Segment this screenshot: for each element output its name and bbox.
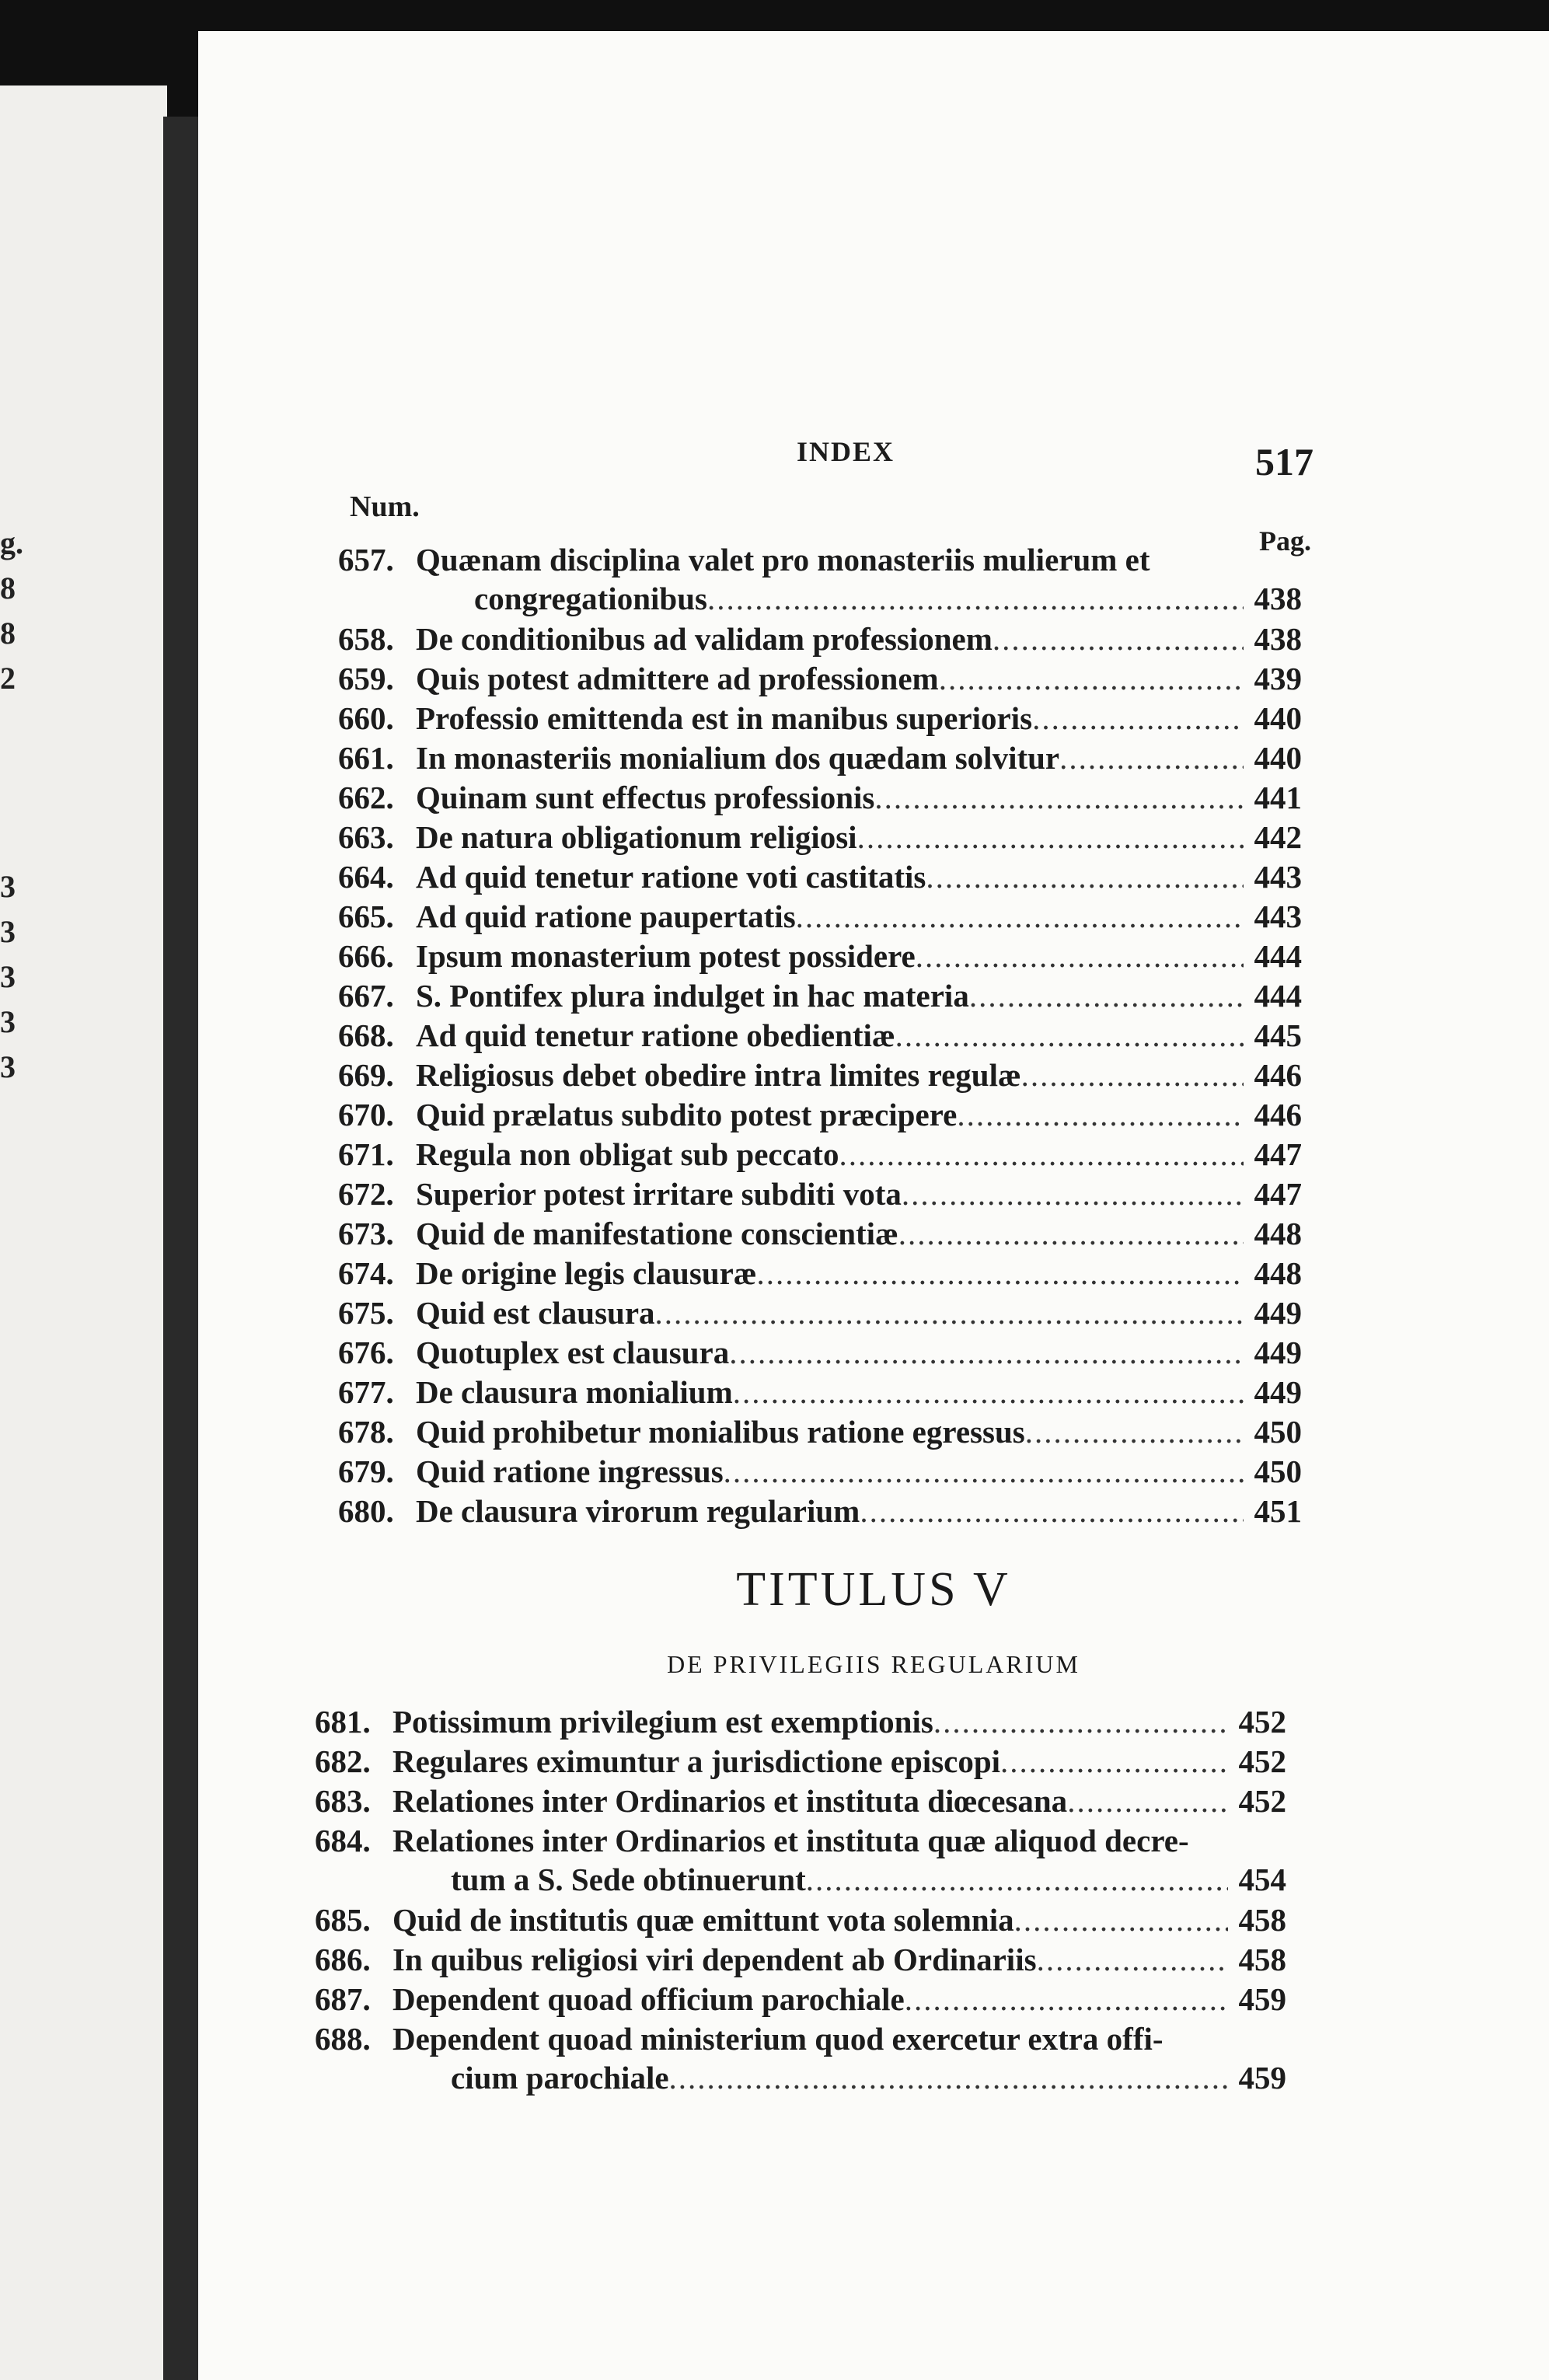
dot-leader <box>1067 1782 1227 1820</box>
entry-line-continuation <box>474 579 1302 618</box>
entry-title: De clausura monialium <box>416 1374 733 1410</box>
margin-fragment: g. <box>0 525 23 560</box>
entry-number: 673. <box>338 1216 394 1251</box>
index-entry <box>338 976 1302 1016</box>
entry-line <box>416 897 1302 936</box>
margin-fragment: 2 <box>0 661 16 696</box>
entry-number: 688. <box>315 2021 371 2057</box>
margin-fragment: 8 <box>0 571 16 605</box>
entry-number: 682. <box>315 1743 371 1779</box>
page-number: 517 <box>1255 440 1314 483</box>
dot-leader <box>1037 1940 1228 1979</box>
margin-fragment: 3 <box>0 959 16 994</box>
entry-page-number: 449 <box>1254 1374 1302 1410</box>
entry-line <box>416 818 1302 857</box>
margin-spacer <box>0 701 23 864</box>
entry-line <box>392 2019 1286 2058</box>
entry-title-continuation: congregationibus <box>474 581 707 616</box>
entry-page-number: 446 <box>1254 1097 1302 1132</box>
entry-number: 662. <box>338 780 394 815</box>
entry-page-number: 443 <box>1254 899 1302 934</box>
entry-line <box>416 857 1302 896</box>
entry-line <box>416 1293 1302 1332</box>
entry-number: 669. <box>338 1057 394 1093</box>
entry-title: Quænam disciplina valet pro monasteriis mulierum et <box>416 542 1150 578</box>
index-entry <box>338 1254 1302 1293</box>
entry-title-continuation: cium parochiale <box>451 2060 669 2096</box>
dot-leader <box>733 1373 1244 1412</box>
previous-page-margin-text <box>0 521 23 1090</box>
dot-leader <box>926 857 1243 896</box>
entry-number: 666. <box>338 938 394 974</box>
entry-title-continuation: tum a S. Sede obtinuerunt <box>451 1862 806 1897</box>
dot-leader <box>905 1980 1228 2019</box>
entry-number: 687. <box>315 1981 371 2017</box>
entry-page-number: 440 <box>1254 700 1302 736</box>
entry-number: 677. <box>338 1374 394 1410</box>
entry-number: 663. <box>338 819 394 855</box>
entry-line <box>416 1254 1302 1293</box>
index-entry <box>338 1412 1302 1452</box>
index-entry <box>315 1940 1286 1980</box>
entry-page-number: 441 <box>1254 780 1302 815</box>
entry-title: Ipsum monasterium potest possidere <box>416 938 916 974</box>
entry-title: Quid de institutis quæ emittunt vota solemnia <box>392 1902 1014 1938</box>
entry-page-number: 452 <box>1238 1783 1286 1819</box>
entry-number: 660. <box>338 700 394 736</box>
entry-title: Quinam sunt effectus professionis <box>416 780 875 815</box>
margin-fragment: 3 <box>0 914 16 949</box>
entry-title: Quid de manifestatione conscientiæ <box>416 1216 898 1251</box>
dot-leader <box>1021 1056 1244 1094</box>
entry-title: Ad quid tenetur ratione voti castitatis <box>416 859 926 895</box>
index-entry <box>338 1095 1302 1135</box>
dot-leader <box>655 1293 1244 1332</box>
entry-page-number: 448 <box>1254 1255 1302 1291</box>
dot-leader <box>1032 699 1243 738</box>
entry-number: 672. <box>338 1176 394 1212</box>
dot-leader <box>898 1214 1244 1253</box>
index-entry <box>315 1980 1286 2019</box>
entry-title: Superior potest irritare subditi vota <box>416 1176 902 1212</box>
index-entry <box>338 937 1302 976</box>
entry-page-number: 447 <box>1254 1136 1302 1172</box>
entry-title: De clausura virorum regularium <box>416 1493 860 1529</box>
entry-number: 668. <box>338 1017 394 1053</box>
entry-number: 681. <box>315 1704 371 1740</box>
index-entry <box>338 1016 1302 1056</box>
entry-number: 670. <box>338 1097 394 1132</box>
entry-line <box>416 659 1302 698</box>
dot-leader <box>902 1174 1244 1213</box>
entry-number: 658. <box>338 621 394 657</box>
index-entry <box>338 540 1302 619</box>
index-entry <box>338 1452 1302 1492</box>
dot-leader <box>756 1254 1243 1293</box>
entry-page-number: 459 <box>1238 2060 1286 2096</box>
entry-page-number: 447 <box>1254 1176 1302 1212</box>
dot-leader <box>707 579 1244 618</box>
entry-page-number: 446 <box>1254 1057 1302 1093</box>
dot-leader <box>874 778 1243 817</box>
entry-line <box>416 976 1302 1015</box>
section-subtitle: DE PRIVILEGIIS REGULARIUM <box>667 1650 1080 1678</box>
entry-line <box>416 937 1302 975</box>
dot-leader <box>729 1333 1243 1372</box>
entry-number: 674. <box>338 1255 394 1291</box>
dot-leader <box>933 1702 1228 1741</box>
index-entry <box>338 1373 1302 1412</box>
column-headers <box>198 490 1549 557</box>
entry-page-number: 459 <box>1238 1981 1286 2017</box>
entry-line-continuation <box>451 2058 1286 2097</box>
entry-number: 680. <box>338 1493 394 1529</box>
entry-title: S. Pontifex plura indulget in hac materia <box>416 978 969 1014</box>
entry-page-number: 439 <box>1254 661 1302 696</box>
entry-title: Relationes inter Ordinarios et instituta diœcesana <box>392 1783 1068 1819</box>
entry-page-number: 450 <box>1254 1414 1302 1450</box>
entry-line <box>416 1016 1302 1055</box>
entry-title: De origine legis clausuræ <box>416 1255 757 1291</box>
entry-page-number: 444 <box>1254 978 1302 1014</box>
entry-title: Quid prohibetur monialibus ratione egressus <box>416 1414 1025 1450</box>
index-entry <box>315 2019 1286 2099</box>
entry-number: 683. <box>315 1783 371 1819</box>
entry-line <box>416 1214 1302 1253</box>
entry-number: 679. <box>338 1453 394 1489</box>
entry-line <box>416 1174 1302 1213</box>
entry-title: Quotuplex est clausura <box>416 1335 730 1370</box>
margin-fragment: 3 <box>0 1049 16 1084</box>
index-entry <box>338 1293 1302 1333</box>
entry-title: In monasteriis monialium dos quædam solvitur <box>416 740 1060 776</box>
dot-leader <box>1059 738 1243 777</box>
entry-title: Quis potest admittere ad professionem <box>416 661 939 696</box>
entry-line <box>416 540 1302 579</box>
entry-number: 657. <box>338 542 394 578</box>
entry-title: Regulares eximuntur a jurisdictione episcopi <box>392 1743 1001 1779</box>
running-head <box>198 412 1549 483</box>
entry-title: De conditionibus ad validam professionem <box>416 621 993 657</box>
entry-number: 667. <box>338 978 394 1014</box>
index-entry <box>315 1821 1286 1900</box>
entry-line <box>392 1821 1286 1860</box>
entry-page-number: 458 <box>1238 1902 1286 1938</box>
entry-page-number: 449 <box>1254 1295 1302 1331</box>
dot-leader <box>839 1135 1243 1174</box>
index-entry <box>338 659 1302 699</box>
entry-line-continuation <box>451 1860 1286 1899</box>
entry-line <box>416 1452 1302 1491</box>
dot-leader <box>916 937 1244 975</box>
entry-page-number: 454 <box>1238 1862 1286 1897</box>
entry-line <box>392 1782 1286 1820</box>
entry-page-number: 444 <box>1254 938 1302 974</box>
section-title: TITULUS V <box>736 1563 1011 1616</box>
entry-line <box>416 619 1302 658</box>
index-entry <box>315 1742 1286 1782</box>
dot-leader <box>939 659 1244 698</box>
entry-line <box>392 1702 1286 1741</box>
dot-leader <box>669 2058 1228 2097</box>
index-entry <box>338 818 1302 857</box>
num-column-label: Num. <box>350 490 420 523</box>
entry-number: 659. <box>338 661 394 696</box>
entry-title: Regula non obligat sub peccato <box>416 1136 839 1172</box>
pag-column-label: Pag. <box>1259 525 1311 557</box>
entry-page-number: 449 <box>1254 1335 1302 1370</box>
entry-number: 686. <box>315 1942 371 1977</box>
index-entry <box>338 738 1302 778</box>
index-entry <box>338 699 1302 738</box>
entry-title: Professio emittenda est in manibus superioris <box>416 700 1033 736</box>
index-entry <box>315 1782 1286 1821</box>
dot-leader <box>1014 1900 1228 1939</box>
previous-page-edge <box>0 85 167 2380</box>
entry-page-number: 445 <box>1254 1017 1302 1053</box>
entry-number: 678. <box>338 1414 394 1450</box>
entry-title: Quid prælatus subdito potest præcipere <box>416 1097 958 1132</box>
index-entry <box>315 1702 1286 1742</box>
entry-page-number: 448 <box>1254 1216 1302 1251</box>
entry-title: Relationes inter Ordinarios et instituta quæ aliquod decre- <box>392 1823 1189 1858</box>
entry-line <box>416 738 1302 777</box>
dot-leader <box>796 897 1244 936</box>
entry-title: Potissimum privilegium est exemptionis <box>392 1704 933 1740</box>
entry-line <box>416 1412 1302 1451</box>
entry-number: 661. <box>338 740 394 776</box>
entry-page-number: 438 <box>1254 581 1302 616</box>
entry-title: Quid est clausura <box>416 1295 655 1331</box>
entry-page-number: 452 <box>1238 1704 1286 1740</box>
entry-number: 675. <box>338 1295 394 1331</box>
entry-page-number: 458 <box>1238 1942 1286 1977</box>
entry-line <box>416 1492 1302 1530</box>
entry-page-number: 442 <box>1254 819 1302 855</box>
entry-number: 665. <box>338 899 394 934</box>
book-page <box>198 31 1549 2380</box>
margin-fragment: 8 <box>0 616 16 651</box>
index-entry <box>338 857 1302 897</box>
entry-line <box>392 1742 1286 1781</box>
entry-number: 684. <box>315 1823 371 1858</box>
running-head-title: INDEX <box>797 436 895 467</box>
entry-line <box>416 1056 1302 1094</box>
entry-line <box>416 1135 1302 1174</box>
margin-fragment: 3 <box>0 869 16 904</box>
entry-title: Quid ratione ingressus <box>416 1453 724 1489</box>
entry-title: In quibus religiosi viri dependent ab Ordinariis <box>392 1942 1037 1977</box>
entry-line <box>416 778 1302 817</box>
dot-leader <box>993 619 1244 658</box>
entry-number: 671. <box>338 1136 394 1172</box>
entry-number: 685. <box>315 1902 371 1938</box>
entry-title: De natura obligationum religiosi <box>416 819 857 855</box>
index-entry <box>338 1174 1302 1214</box>
index-entry <box>338 1056 1302 1095</box>
dot-leader <box>1000 1742 1227 1781</box>
entry-line <box>416 1333 1302 1372</box>
entry-line <box>416 1373 1302 1412</box>
dot-leader <box>724 1452 1244 1491</box>
entry-line <box>416 1095 1302 1134</box>
entry-page-number: 443 <box>1254 859 1302 895</box>
margin-fragment: 3 <box>0 1004 16 1039</box>
entry-page-number: 451 <box>1254 1493 1302 1529</box>
dot-leader <box>969 976 1244 1015</box>
index-entry <box>338 778 1302 818</box>
entry-number: 676. <box>338 1335 394 1370</box>
index-entry <box>338 1135 1302 1174</box>
entry-line <box>392 1940 1286 1979</box>
index-entry <box>338 1333 1302 1373</box>
entry-line <box>392 1980 1286 2019</box>
dot-leader <box>957 1095 1243 1134</box>
index-entry <box>315 1900 1286 1940</box>
dot-leader <box>895 1016 1244 1055</box>
dot-leader <box>806 1860 1228 1899</box>
entry-page-number: 450 <box>1254 1453 1302 1489</box>
entry-title: Dependent quoad officium parochiale <box>392 1981 905 2017</box>
entry-page-number: 452 <box>1238 1743 1286 1779</box>
entry-title: Religiosus debet obedire intra limites regulæ <box>416 1057 1021 1093</box>
entry-line <box>416 699 1302 738</box>
entry-line <box>392 1900 1286 1939</box>
entry-page-number: 438 <box>1254 621 1302 657</box>
entry-title: Ad quid ratione paupertatis <box>416 899 796 934</box>
dot-leader <box>1025 1412 1244 1451</box>
dot-leader <box>860 1492 1243 1530</box>
entry-number: 664. <box>338 859 394 895</box>
entry-page-number: 440 <box>1254 740 1302 776</box>
index-entry <box>338 1492 1302 1531</box>
dot-leader <box>857 818 1244 857</box>
index-entry <box>338 897 1302 937</box>
index-entry <box>338 1214 1302 1254</box>
entry-title: Ad quid tenetur ratione obedientiæ <box>416 1017 895 1053</box>
entry-title: Dependent quoad ministerium quod exercetur extra offi- <box>392 2021 1163 2057</box>
index-entry <box>338 619 1302 659</box>
